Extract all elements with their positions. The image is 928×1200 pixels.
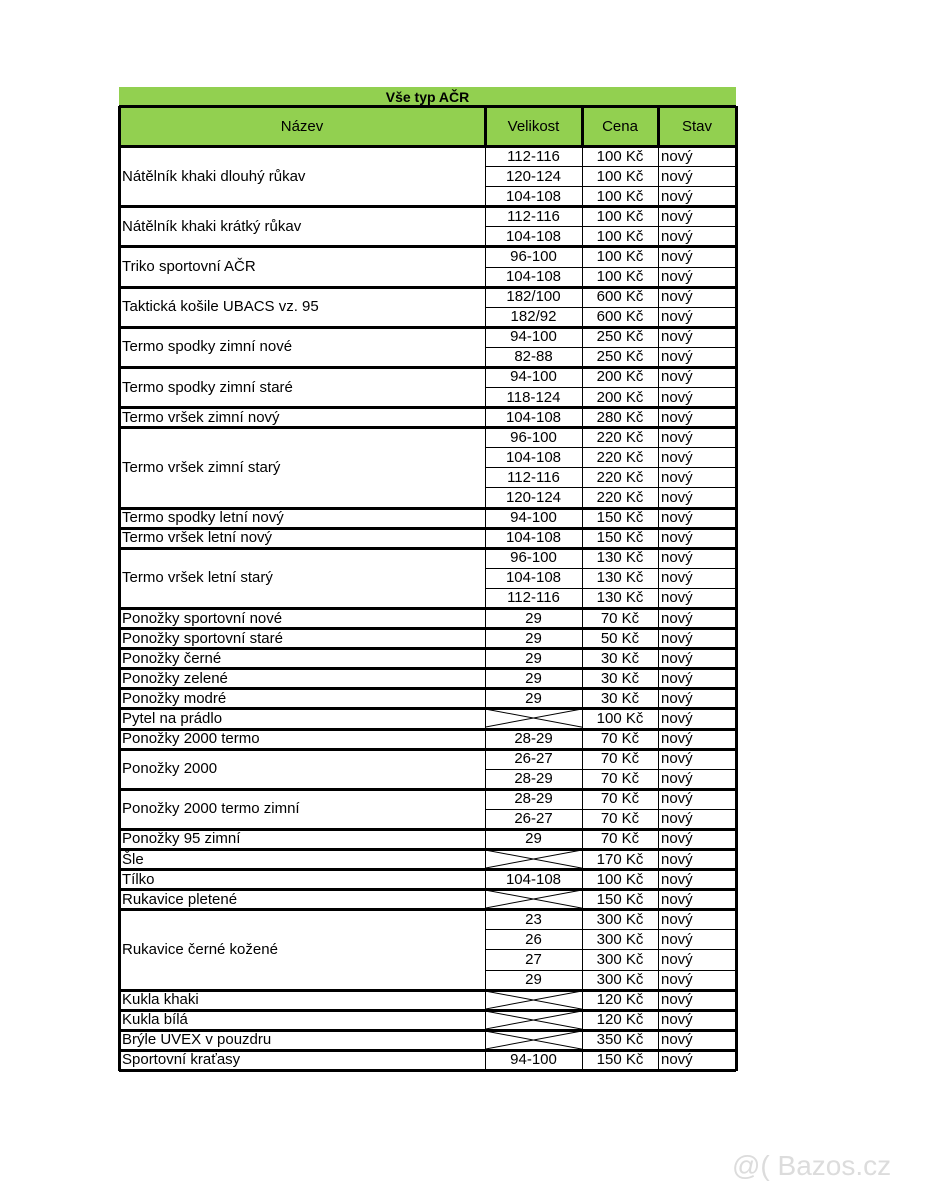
- price-cell: 70 Kč: [600, 830, 640, 848]
- state-cell: nový: [661, 870, 693, 888]
- price-cell: 170 Kč: [596, 850, 644, 868]
- price-cell: 220 Kč: [596, 448, 644, 466]
- item-name: Kukla bílá: [122, 1011, 188, 1029]
- item-name: Kukla khaki: [122, 991, 199, 1009]
- column-divider: [485, 146, 486, 1071]
- state-cell: nový: [661, 428, 693, 446]
- price-cell: 50 Kč: [600, 629, 640, 647]
- header-border: [119, 105, 736, 108]
- state-cell: nový: [661, 669, 693, 687]
- price-cell: 70 Kč: [600, 770, 640, 788]
- group-divider: [119, 1029, 736, 1032]
- state-cell: nový: [661, 850, 693, 868]
- size-cell: 29: [525, 609, 542, 627]
- size-cell: 26: [525, 930, 542, 948]
- header-border: [484, 106, 487, 146]
- column-divider: [658, 146, 659, 1071]
- price-cell: 30 Kč: [600, 669, 640, 687]
- item-name: Ponožky sportovní nové: [122, 609, 283, 627]
- price-cell: 100 Kč: [596, 227, 644, 245]
- price-cell: 70 Kč: [600, 609, 640, 627]
- state-cell: nový: [661, 890, 693, 908]
- state-cell: nový: [661, 649, 693, 667]
- size-cell: 26-27: [514, 810, 553, 828]
- item-name: Sportovní kraťasy: [122, 1051, 241, 1069]
- size-cell: 94-100: [510, 1051, 557, 1069]
- size-cell: 104-108: [505, 529, 562, 547]
- item-name: Rukavice pletené: [122, 890, 238, 908]
- size-cell: 27: [525, 951, 542, 968]
- table-left-border: [118, 146, 121, 1071]
- state-cell: nový: [661, 991, 693, 1009]
- size-cell: 96-100: [510, 428, 557, 446]
- price-cell: 300 Kč: [596, 930, 644, 948]
- state-cell: nový: [661, 187, 693, 205]
- price-cell: 150 Kč: [596, 890, 644, 908]
- column-header-state: Stav: [681, 117, 712, 135]
- not-applicable-cross: [485, 1010, 582, 1030]
- state-cell: nový: [661, 529, 693, 547]
- price-cell: 130 Kč: [596, 589, 644, 607]
- state-cell: nový: [661, 227, 693, 245]
- state-cell: nový: [661, 328, 693, 346]
- header-border: [119, 145, 736, 148]
- price-cell: 150 Kč: [596, 529, 644, 547]
- row-divider: [485, 568, 736, 569]
- state-cell: nový: [661, 388, 693, 406]
- state-cell: nový: [661, 468, 693, 486]
- price-cell: 30 Kč: [600, 689, 640, 707]
- size-cell: 29: [525, 971, 542, 989]
- price-cell: 70 Kč: [600, 730, 640, 748]
- not-applicable-cross: [485, 849, 582, 869]
- item-name: Triko sportovní AČR: [122, 258, 256, 275]
- group-divider: [119, 527, 736, 530]
- size-cell: 104-108: [505, 227, 562, 245]
- state-cell: nový: [661, 910, 693, 928]
- size-cell: 112-116: [507, 589, 560, 607]
- group-divider: [119, 1049, 736, 1052]
- group-divider: [119, 848, 736, 851]
- item-name: Termo vršek zimní starý: [122, 458, 281, 476]
- not-applicable-cross: [485, 889, 582, 909]
- size-cell: 94-100: [510, 368, 557, 386]
- size-cell: 120-124: [505, 489, 562, 506]
- price-cell: 220 Kč: [596, 428, 644, 446]
- state-cell: nový: [661, 368, 693, 386]
- size-cell: 28-29: [514, 790, 553, 808]
- state-cell: nový: [661, 1051, 693, 1069]
- column-header-size: Velikost: [507, 117, 560, 135]
- state-cell: nový: [661, 750, 693, 768]
- not-applicable-cross: [485, 990, 582, 1010]
- price-cell: 100 Kč: [596, 709, 644, 727]
- size-cell: 94-100: [510, 509, 557, 527]
- item-name: Ponožky 2000 termo zimní: [122, 800, 300, 818]
- item-name: Pytel na prádlo: [122, 709, 223, 727]
- group-divider: [119, 707, 736, 710]
- price-cell: 100 Kč: [596, 187, 644, 205]
- row-divider: [485, 186, 736, 187]
- price-cell: 280 Kč: [596, 408, 644, 426]
- size-cell: 112-116: [507, 147, 560, 165]
- row-divider: [485, 588, 736, 589]
- state-cell: nový: [661, 288, 693, 306]
- item-name: Ponožky 2000: [122, 760, 218, 778]
- watermark: @( Bazos.cz: [732, 1150, 892, 1181]
- price-cell: 120 Kč: [596, 1011, 644, 1029]
- item-name: Ponožky sportovní staré: [122, 629, 283, 647]
- size-cell: 112-116: [507, 207, 560, 225]
- size-cell: 104-108: [505, 408, 562, 426]
- table-title: Vše typ AČR: [385, 88, 470, 105]
- state-cell: nový: [661, 629, 693, 647]
- size-cell: 29: [525, 629, 542, 647]
- state-cell: nový: [661, 268, 693, 286]
- item-name: Ponožky 95 zimní: [122, 830, 241, 848]
- group-divider: [119, 507, 736, 510]
- item-name: Ponožky černé: [122, 649, 222, 667]
- size-cell: 96-100: [510, 247, 557, 265]
- item-name: Taktická košile UBACS vz. 95: [122, 298, 319, 316]
- header-border: [118, 106, 121, 146]
- item-name: Termo spodky zimní nové: [122, 338, 293, 356]
- state-cell: nový: [661, 971, 693, 989]
- state-cell: nový: [661, 448, 693, 466]
- price-cell: 100 Kč: [596, 268, 644, 286]
- header-border: [735, 106, 738, 146]
- state-cell: nový: [661, 308, 693, 326]
- price-cell: 30 Kč: [600, 649, 640, 667]
- row-divider: [485, 447, 736, 448]
- row-divider: [485, 226, 736, 227]
- row-divider: [485, 970, 736, 971]
- item-name: Šle: [122, 850, 144, 868]
- item-name: Termo spodky zimní staré: [122, 378, 293, 396]
- item-name: Nátělník khaki krátký růkav: [122, 217, 302, 235]
- state-cell: nový: [661, 770, 693, 788]
- size-cell: 96-100: [510, 549, 557, 567]
- price-cell: 200 Kč: [596, 388, 644, 406]
- row-divider: [485, 307, 736, 308]
- size-cell: 82-88: [514, 348, 553, 366]
- group-divider: [119, 607, 736, 610]
- size-cell: 112-116: [507, 468, 560, 486]
- row-divider: [485, 769, 736, 770]
- item-name: Termo vršek zimní nový: [122, 408, 280, 426]
- group-divider: [119, 908, 736, 911]
- item-name: Termo spodky letní nový: [122, 509, 284, 527]
- size-cell: 104-108: [505, 187, 562, 205]
- state-cell: nový: [661, 810, 693, 828]
- state-cell: nový: [661, 830, 693, 848]
- column-divider: [582, 146, 583, 1071]
- size-cell: 104-108: [505, 448, 562, 466]
- price-cell: 220 Kč: [596, 468, 644, 486]
- state-cell: nový: [661, 147, 693, 165]
- not-applicable-cross: [485, 1030, 582, 1050]
- price-cell: 300 Kč: [596, 971, 644, 989]
- state-cell: nový: [661, 1031, 693, 1049]
- price-cell: 300 Kč: [596, 951, 644, 968]
- price-cell: 600 Kč: [596, 288, 644, 306]
- group-divider: [119, 205, 736, 208]
- group-divider: [119, 728, 736, 731]
- group-divider: [119, 647, 736, 650]
- price-cell: 70 Kč: [600, 790, 640, 808]
- state-cell: nový: [661, 1011, 693, 1029]
- size-cell: 28-29: [514, 730, 553, 748]
- item-name: Termo vršek letní nový: [122, 529, 273, 547]
- price-cell: 100 Kč: [596, 247, 644, 265]
- size-cell: 104-108: [505, 870, 562, 888]
- size-cell: 28-29: [514, 770, 553, 788]
- header-border: [657, 106, 660, 146]
- price-cell: 220 Kč: [596, 489, 644, 506]
- group-divider: [119, 406, 736, 409]
- size-cell: 29: [525, 689, 542, 707]
- size-cell: 104-108: [505, 569, 562, 587]
- price-cell: 100 Kč: [596, 870, 644, 888]
- price-cell: 250 Kč: [596, 348, 644, 366]
- size-cell: 94-100: [510, 328, 557, 346]
- price-cell: 300 Kč: [596, 910, 644, 928]
- price-cell: 250 Kč: [596, 328, 644, 346]
- price-cell: 130 Kč: [596, 569, 644, 587]
- state-cell: nový: [661, 569, 693, 587]
- item-name: Ponožky modré: [122, 689, 227, 707]
- size-cell: 23: [525, 910, 542, 928]
- group-divider: [119, 426, 736, 429]
- row-divider: [485, 347, 736, 348]
- size-cell: 182/100: [506, 288, 561, 306]
- item-name: Ponožky 2000 termo: [122, 730, 260, 748]
- price-cell: 100 Kč: [596, 167, 644, 185]
- row-divider: [485, 387, 736, 388]
- row-divider: [485, 487, 736, 488]
- size-cell: 182/92: [510, 308, 557, 326]
- group-divider: [119, 748, 736, 751]
- price-cell: 70 Kč: [600, 810, 640, 828]
- price-cell: 130 Kč: [596, 549, 644, 567]
- group-divider: [119, 1069, 736, 1072]
- state-cell: nový: [661, 709, 693, 727]
- column-header-price: Cena: [602, 117, 638, 135]
- header-border: [581, 106, 584, 146]
- state-cell: nový: [661, 730, 693, 748]
- state-cell: nový: [661, 489, 693, 506]
- group-divider: [119, 687, 736, 690]
- group-divider: [119, 366, 736, 369]
- size-cell: 104-108: [505, 268, 562, 286]
- row-divider: [485, 166, 736, 167]
- state-cell: nový: [661, 790, 693, 808]
- item-name: Rukavice černé kožené: [122, 940, 278, 958]
- group-divider: [119, 868, 736, 871]
- size-cell: 29: [525, 830, 542, 848]
- item-name: Tílko: [122, 870, 155, 888]
- state-cell: nový: [661, 509, 693, 527]
- size-cell: 26-27: [514, 750, 553, 768]
- state-cell: nový: [661, 167, 693, 185]
- row-divider: [485, 809, 736, 810]
- state-cell: nový: [661, 549, 693, 567]
- size-cell: 118-124: [506, 388, 561, 406]
- item-name: Ponožky zelené: [122, 669, 228, 687]
- group-divider: [119, 788, 736, 791]
- not-applicable-cross: [485, 708, 582, 728]
- column-header-name: Název: [280, 117, 324, 135]
- row-divider: [485, 929, 736, 930]
- state-cell: nový: [661, 247, 693, 265]
- price-cell: 100 Kč: [596, 207, 644, 225]
- size-cell: 29: [525, 649, 542, 667]
- price-cell: 70 Kč: [600, 750, 640, 768]
- item-name: Nátělník khaki dlouhý růkav: [122, 167, 306, 185]
- state-cell: nový: [661, 348, 693, 366]
- group-divider: [119, 828, 736, 831]
- price-cell: 200 Kč: [596, 368, 644, 386]
- price-cell: 150 Kč: [596, 509, 644, 527]
- price-cell: 600 Kč: [596, 308, 644, 326]
- table-right-border: [735, 146, 738, 1071]
- price-cell: 350 Kč: [596, 1031, 644, 1049]
- group-divider: [119, 547, 736, 550]
- group-divider: [119, 286, 736, 289]
- group-divider: [119, 326, 736, 329]
- group-divider: [119, 989, 736, 992]
- state-cell: nový: [661, 408, 693, 426]
- group-divider: [119, 1009, 736, 1012]
- group-divider: [119, 667, 736, 670]
- row-divider: [485, 267, 736, 268]
- state-cell: nový: [661, 207, 693, 225]
- state-cell: nový: [661, 609, 693, 627]
- state-cell: nový: [661, 930, 693, 948]
- row-divider: [485, 949, 736, 950]
- size-cell: 120-124: [505, 167, 562, 185]
- item-name: Brýle UVEX v pouzdru: [122, 1031, 272, 1049]
- price-cell: 120 Kč: [596, 991, 644, 1009]
- state-cell: nový: [661, 951, 693, 968]
- state-cell: nový: [661, 689, 693, 707]
- state-cell: nový: [661, 589, 693, 607]
- group-divider: [119, 627, 736, 630]
- group-divider: [119, 888, 736, 891]
- price-cell: 150 Kč: [596, 1051, 644, 1069]
- item-name: Termo vršek letní starý: [122, 569, 273, 587]
- size-cell: 29: [525, 669, 542, 687]
- group-divider: [119, 245, 736, 248]
- price-cell: 100 Kč: [596, 147, 644, 165]
- row-divider: [485, 467, 736, 468]
